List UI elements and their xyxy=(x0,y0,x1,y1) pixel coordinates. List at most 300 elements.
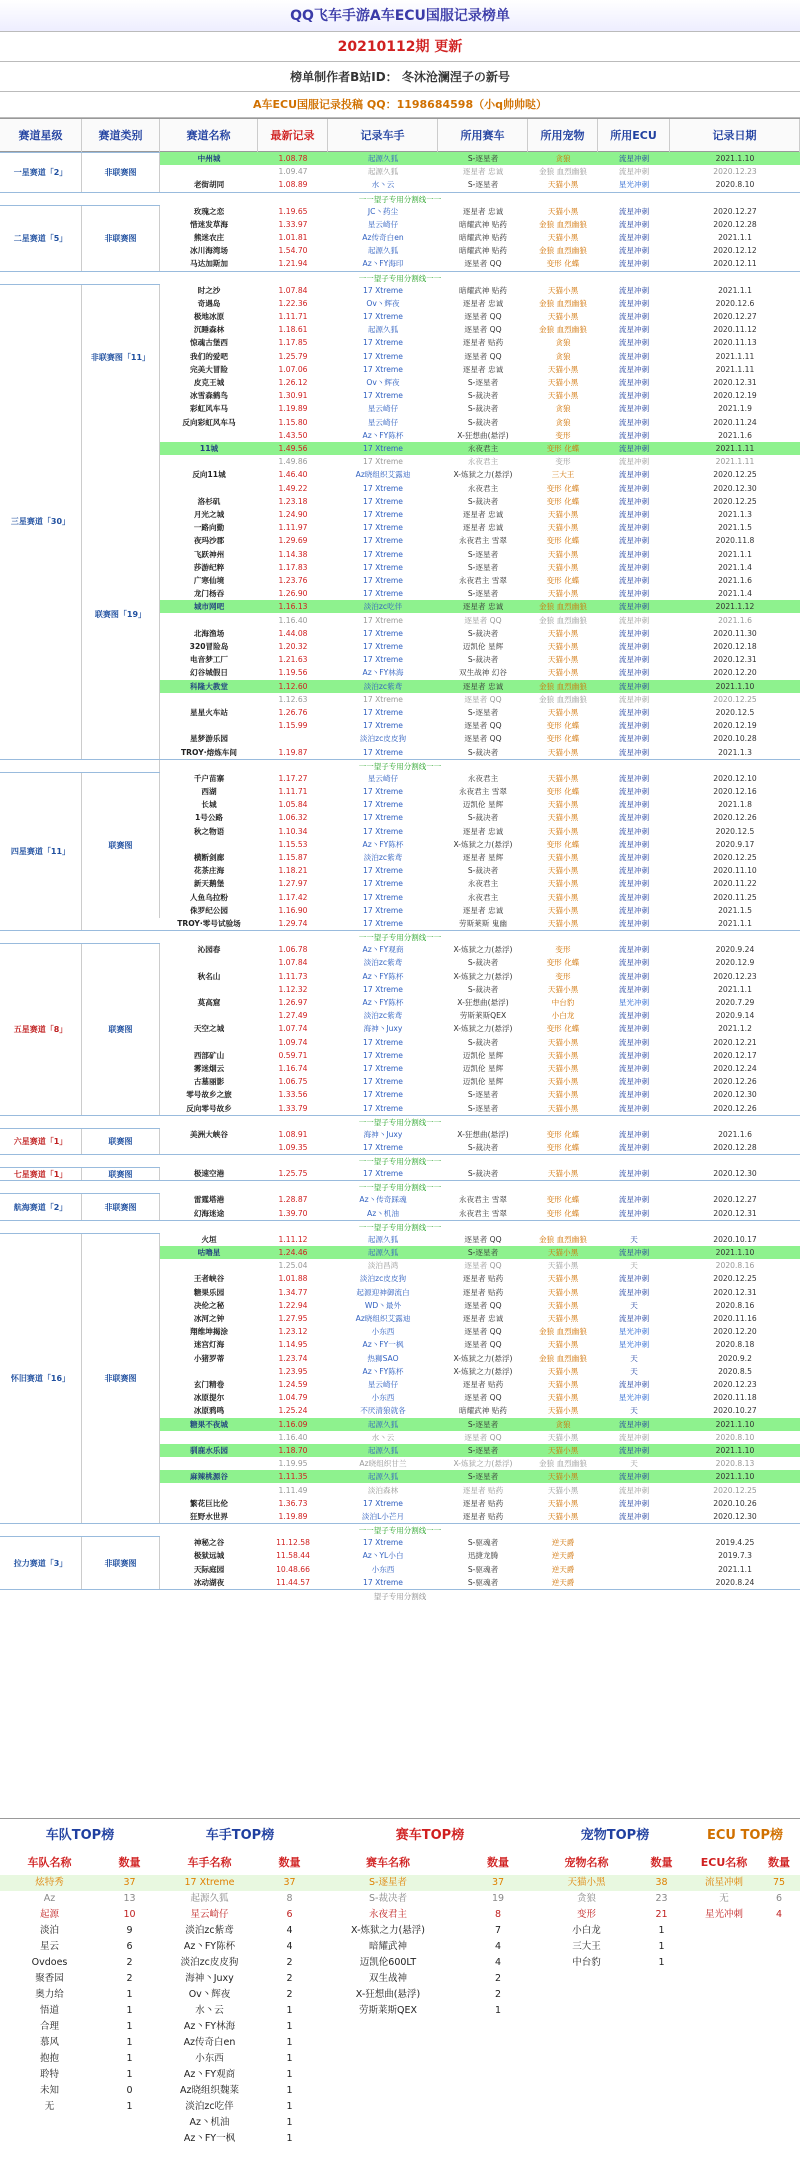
record-cell: 天际庭园 xyxy=(193,1564,225,1574)
record-cell: 流星冲刺 xyxy=(618,233,650,242)
record-cell: S-裁决者 xyxy=(467,417,499,427)
record-cell: 起源久狐 xyxy=(367,1234,399,1244)
record-cell: 反向11城 xyxy=(192,470,226,480)
record-cell: 中州城 xyxy=(197,154,221,163)
record-cell: 2020.12.25 xyxy=(713,853,757,862)
record-cell: 流星冲刺 xyxy=(618,826,650,836)
record-cell: 2021.1.6 xyxy=(718,615,752,625)
record-cell: 变形 化蝶 xyxy=(546,1195,580,1205)
record-cell: 1.08.89 xyxy=(278,180,308,190)
record-cell: 17 Xtreme xyxy=(363,351,403,361)
record-cell: 流星冲刺 xyxy=(618,404,650,414)
record-cell: 17 Xtreme xyxy=(363,615,403,625)
record-cell: 天猫小黑 xyxy=(547,1077,579,1087)
record-cell: 1.11.12 xyxy=(278,1234,308,1244)
record-cell: 长城 xyxy=(201,800,217,810)
record-cell: 变形 化蝶 xyxy=(546,958,580,968)
track-type: 非联赛图 xyxy=(82,1537,160,1590)
top-col-count: 数量 xyxy=(278,1856,301,1869)
record-cell: 17 Xtreme xyxy=(363,1037,403,1047)
top-item-name: 无 xyxy=(719,1893,729,1904)
record-cell: 流星冲刺 xyxy=(618,984,650,994)
track-type: 非联赛图 xyxy=(82,206,160,272)
top-item-count: 1 xyxy=(126,2037,133,2048)
record-cell: S-逐星者 xyxy=(467,562,499,572)
record-cell: 2020.12.26 xyxy=(713,813,757,823)
record-cell: 17 Xtreme xyxy=(363,444,403,453)
record-cell: S-逐星者 xyxy=(467,1446,499,1455)
record-cell: 逆天爵 xyxy=(551,1551,575,1561)
record-cell: 起源久狐 xyxy=(367,167,399,177)
top-item-count: 1 xyxy=(126,2053,133,2064)
top-item-count: 7 xyxy=(494,1925,502,1936)
record-cell: 起源久狐 xyxy=(367,1419,399,1429)
top-title: 宠物TOP榜 xyxy=(580,1828,650,1843)
record-cell: 天猫小黑 xyxy=(547,984,579,994)
record-cell: 流星冲刺 xyxy=(618,747,650,757)
record-cell: 流星冲刺 xyxy=(618,1024,650,1034)
record-cell: 17 Xtreme xyxy=(363,496,403,506)
record-cell: 2020.12.31 xyxy=(713,1287,757,1297)
contribute-info: A车ECU国服记录投稿 QQ：1198684598（小q帅帅哒） xyxy=(0,92,800,118)
column-header: 记录车手 xyxy=(328,119,438,153)
record-cell: 水丶云 xyxy=(371,180,395,190)
record-cell: 星云崎仔 xyxy=(367,219,399,229)
record-cell: 流星冲刺 xyxy=(618,1512,650,1521)
record-cell: S-裁决者 xyxy=(467,1037,499,1047)
record-cell: 2020.12.25 xyxy=(713,496,757,506)
record-cell: 2021.1.6 xyxy=(718,430,752,440)
record-cell: 1.24.59 xyxy=(278,1380,308,1389)
top-item-name: X-炼狱之力(悬浮) xyxy=(351,1925,425,1936)
record-cell: 2021.1.1 xyxy=(718,285,752,295)
record-cell: 起源久狐 xyxy=(367,1446,399,1455)
record-cell: 美洲大峡谷 xyxy=(190,1129,228,1139)
record-cell: 流星冲刺 xyxy=(618,364,650,374)
record-cell: 雷霆塔港 xyxy=(193,1195,225,1205)
top-item-name: 三大王 xyxy=(572,1941,601,1952)
record-cell: 1.16.13 xyxy=(278,602,308,612)
group-name: 航海赛道「2」 xyxy=(0,1194,82,1219)
record-cell: 17 Xtreme xyxy=(363,642,403,651)
record-cell: 1.27.97 xyxy=(278,879,308,889)
record-cell: 11.44.57 xyxy=(276,1577,310,1587)
record-cell: 天 xyxy=(630,1406,638,1416)
record-cell: 1.16.40 xyxy=(278,615,308,625)
track-group xyxy=(0,205,160,271)
record-cell: 金狼 血烈幽狼 xyxy=(539,325,587,335)
top-item-count: 0 xyxy=(126,2085,133,2096)
record-cell: 人鱼乌拉粉 xyxy=(190,892,228,902)
record-cell: X-炼狱之力(悬浮) xyxy=(453,1459,513,1469)
record-cell: 金狼 血烈幽狼 xyxy=(539,615,587,625)
record-cell: 逐星者 忠诚 xyxy=(462,167,504,177)
record-cell: 淡泊森林 xyxy=(367,1485,399,1495)
record-cell: 完美大冒险 xyxy=(190,364,228,374)
top-item-name: 星光冲刺 xyxy=(704,1909,743,1920)
record-cell: 17 Xtreme xyxy=(363,562,403,572)
record-cell: 17 Xtreme xyxy=(363,576,403,585)
record-cell: S-裁决者 xyxy=(467,628,499,638)
record-cell: 流星冲刺 xyxy=(618,312,650,321)
record-cell: WD丶最外 xyxy=(364,1300,402,1310)
record-cell xyxy=(160,838,258,851)
record-cell: 17 Xtreme xyxy=(363,1143,403,1152)
record-cell: 流星冲刺 xyxy=(618,1419,650,1429)
record-cell: 17 Xtreme xyxy=(363,866,403,876)
record-cell: 11.58.44 xyxy=(276,1551,310,1561)
record-cell: 流星冲刺 xyxy=(618,1195,650,1205)
record-cell: 逐星者 贴药 xyxy=(462,1380,504,1389)
record-cell: S-裁决者 xyxy=(467,404,499,414)
record-cell: 1.22.36 xyxy=(278,298,308,308)
record-cell: 1.07.84 xyxy=(278,958,308,968)
record-cell: 1.06.78 xyxy=(278,945,308,955)
record-cell: 1.01.88 xyxy=(278,1274,308,1284)
top-item-name: 星云 xyxy=(39,1941,59,1952)
track-group xyxy=(0,772,160,930)
top-item-count: 1 xyxy=(286,2133,293,2144)
record-cell: 狂野水世界 xyxy=(190,1512,228,1521)
record-board xyxy=(0,152,800,1818)
record-cell: 科隆大教堂 xyxy=(190,681,228,691)
record-cell: 星星火车站 xyxy=(190,708,228,717)
record-cell xyxy=(598,1549,670,1562)
top-item-count: 4 xyxy=(494,1941,502,1952)
separator-line: 一一望子专用分割线一一 xyxy=(0,192,800,205)
record-cell: 热狮SAO xyxy=(367,1353,399,1363)
record-cell: S-裁决者 xyxy=(467,866,499,876)
record-cell: 流星冲刺 xyxy=(618,628,650,638)
top-item-count: 6 xyxy=(775,1893,783,1904)
record-cell: 1.26.97 xyxy=(278,998,308,1007)
top-col-name: 车手名称 xyxy=(187,1856,232,1869)
record-cell: 2020.8.5 xyxy=(718,1366,752,1376)
track-type: 联赛图 xyxy=(82,773,160,918)
record-cell: 17 Xtreme xyxy=(363,919,403,928)
record-cell: 2020.9.24 xyxy=(715,945,755,955)
record-cell: 2020.11.22 xyxy=(713,879,757,889)
record-cell: 金狼 血烈幽狼 xyxy=(539,681,587,691)
record-cell: 天猫小黑 xyxy=(547,364,579,374)
record-cell: 2020.10.26 xyxy=(713,1498,757,1508)
record-cell: 17 Xtreme xyxy=(363,655,403,665)
record-cell: 天猫小黑 xyxy=(547,866,579,876)
record-cell: 0.59.71 xyxy=(278,1050,308,1060)
record-cell: 天猫小黑 xyxy=(547,1498,579,1508)
record-cell: 流星冲刺 xyxy=(618,1090,650,1100)
top-item-count: 37 xyxy=(456,1875,540,1891)
record-cell: Az丶FY一枫 xyxy=(362,1340,404,1350)
record-cell: 1.17.42 xyxy=(278,892,308,902)
record-cell: Az丶YL小白 xyxy=(362,1551,404,1561)
record-cell: 淡泊L小芒月 xyxy=(361,1512,405,1521)
record-cell: 天猫小黑 xyxy=(547,1446,579,1455)
record-cell: 天猫小黑 xyxy=(547,233,579,242)
record-cell: 海神丶Juxy xyxy=(363,1129,403,1139)
record-cell: 1.30.91 xyxy=(278,391,308,401)
record-cell: 2020.8.16 xyxy=(715,1261,755,1271)
track-type: 联赛图 xyxy=(82,1168,160,1181)
record-cell: 2021.1.11 xyxy=(715,457,755,467)
record-cell: 逐星者 QQ xyxy=(464,721,502,731)
record-cell: 逐星者 忠诚 xyxy=(462,206,504,216)
group-name: 拉力赛道「3」 xyxy=(0,1537,82,1589)
record-cell: 2020.12.6 xyxy=(715,298,755,308)
record-cell: Az晓组织艾露迪 xyxy=(355,470,411,480)
record-cell: 暗耀武神 贴药 xyxy=(459,219,507,229)
record-cell: 2020.12.19 xyxy=(713,391,757,401)
record-cell: 天 xyxy=(630,1353,638,1363)
record-cell: 天猫小黑 xyxy=(547,905,579,915)
top-item-name: Az丶FY陈杯 xyxy=(183,1941,236,1952)
record-cell: 小猪罗蒂 xyxy=(193,1353,225,1363)
record-cell: 惜迷发草海 xyxy=(190,219,228,229)
record-cell: 起源久狐 xyxy=(367,325,399,335)
record-cell: 麻辣桃源谷 xyxy=(190,1472,228,1482)
record-cell: 天猫小黑 xyxy=(547,1037,579,1047)
record-cell: 迈凯伦 星辉 xyxy=(462,1050,504,1060)
record-cell: 流星冲刺 xyxy=(618,945,650,955)
group-name: 三星赛道「30」 xyxy=(0,285,82,759)
record-cell: 贪狼 xyxy=(555,338,571,348)
record-cell: 淡泊zc吃伴 xyxy=(363,602,403,612)
record-cell: 双生战神 幻谷 xyxy=(459,668,507,678)
record-cell: 2021.1.10 xyxy=(715,1446,755,1455)
record-cell: 迈凯伦 星辉 xyxy=(462,1064,504,1073)
record-cell: 变形 化蝶 xyxy=(546,1129,580,1139)
record-cell: 电音梦工厂 xyxy=(190,655,228,665)
separator-line: 一一望子专用分割线一一 xyxy=(0,271,800,284)
record-cell: 天猫小黑 xyxy=(547,180,579,190)
record-cell: 贪狼 xyxy=(555,404,571,414)
top-item-count: 21 xyxy=(655,1909,668,1920)
top-title: ECU TOP榜 xyxy=(707,1828,783,1843)
top-item-count: 37 xyxy=(99,1875,160,1891)
record-cell: 17 Xtreme xyxy=(363,1577,403,1587)
record-cell: 冰原提尔 xyxy=(193,1393,225,1403)
record-cell: 逐星者 星辉 xyxy=(462,853,504,862)
record-cell: 皮克王城 xyxy=(193,378,225,387)
record-cell: 2021.1.11 xyxy=(715,351,755,361)
record-cell xyxy=(160,1009,258,1022)
record-cell: 流星冲刺 xyxy=(618,681,650,691)
record-cell xyxy=(160,482,258,495)
record-cell: 17 Xtreme xyxy=(363,285,403,295)
record-cell: 天猫小黑 xyxy=(547,642,579,651)
record-cell: 17 Xtreme xyxy=(363,549,403,559)
record-cell: 流星冲刺 xyxy=(618,655,650,665)
record-cell: 金狼 血烈幽狼 xyxy=(539,602,587,612)
record-cell: 永夜君主 xyxy=(467,773,499,783)
track-group xyxy=(0,152,160,192)
record-cell: 320冒险岛 xyxy=(189,642,229,651)
record-cell: 流星冲刺 xyxy=(618,246,650,256)
record-cell: 暗耀武神 贴药 xyxy=(459,1406,507,1416)
record-cell: 逐星者 QQ xyxy=(464,312,502,321)
record-cell: 雾迷烟云 xyxy=(193,1064,225,1073)
record-cell: 天猫小黑 xyxy=(547,1432,579,1442)
record-cell: 1.36.73 xyxy=(278,1498,308,1508)
record-cell: 17 Xtreme xyxy=(363,1103,403,1113)
record-cell: 逆天爵 xyxy=(551,1538,575,1548)
record-cell: 逐星者 QQ xyxy=(464,1300,502,1310)
record-cell: 1.16.90 xyxy=(278,905,308,915)
top-rankings xyxy=(0,1818,800,2158)
record-cell: 1.07.06 xyxy=(278,364,308,374)
group-name: 二星赛道「5」 xyxy=(0,206,82,271)
record-cell: 流星冲刺 xyxy=(618,1498,650,1508)
record-cell: 花茶庄海 xyxy=(193,866,225,876)
record-cell: 17 Xtreme xyxy=(363,523,403,533)
record-cell: 糖果不夜城 xyxy=(190,1419,228,1429)
record-cell: 2021.1.4 xyxy=(718,562,752,572)
record-cell: 变形 xyxy=(555,971,571,981)
record-cell: 决伦之秘 xyxy=(193,1300,225,1310)
record-cell: 逐星者 贴药 xyxy=(462,1274,504,1284)
record-cell: S-裁决者 xyxy=(467,655,499,665)
record-cell: 流星冲刺 xyxy=(618,800,650,810)
record-cell: 奇遇岛 xyxy=(197,298,221,308)
track-type: 非联赛图「11」 xyxy=(82,285,160,430)
record-cell: 2020.12.31 xyxy=(713,378,757,387)
top-col-name: ECU名称 xyxy=(700,1856,748,1869)
record-cell: 金狼 血烈幽狼 xyxy=(539,219,587,229)
record-cell: 2020.12.23 xyxy=(713,167,757,177)
page-title: QQ飞车手游A车ECU国服记录榜单 xyxy=(0,0,800,32)
record-cell: 2020.11.16 xyxy=(713,1314,757,1323)
record-cell: 17 Xtreme xyxy=(363,364,403,374)
record-cell: 天猫小黑 xyxy=(547,378,579,387)
record-cell: 1.28.87 xyxy=(278,1195,308,1205)
record-cell: 1.19.89 xyxy=(278,404,308,414)
track-group xyxy=(0,1167,160,1180)
group-name: 六星赛道「1」 xyxy=(0,1129,82,1154)
record-cell: 金狼 血烈幽狼 xyxy=(539,694,587,704)
record-cell: 冰河之钟 xyxy=(193,1314,225,1323)
record-cell: 反向零号故乡 xyxy=(186,1103,232,1113)
record-cell: 天猫小黑 xyxy=(547,589,579,599)
top-title: 赛车TOP榜 xyxy=(395,1828,465,1843)
record-cell: 1.07.74 xyxy=(278,1024,308,1034)
record-cell: 流星冲刺 xyxy=(618,1485,650,1495)
record-cell: 2021.1.6 xyxy=(718,576,752,585)
record-cell: 熊迷农庄 xyxy=(193,233,225,242)
record-cell: 2020.12.30 xyxy=(713,1169,757,1179)
record-cell: 流星冲刺 xyxy=(618,1446,650,1455)
top-item-name: 水丶云 xyxy=(195,2005,224,2016)
record-cell: S-裁决者 xyxy=(467,391,499,401)
record-cell: Az丶机油 xyxy=(367,1208,399,1218)
record-cell: 1.33.79 xyxy=(278,1103,308,1113)
record-cell: 流星冲刺 xyxy=(618,219,650,229)
record-cell: 1.16.09 xyxy=(278,1419,308,1429)
record-cell: 天猫小黑 xyxy=(547,1300,579,1310)
record-cell: 天猫小黑 xyxy=(547,1050,579,1060)
record-cell: 1.49.22 xyxy=(278,483,308,493)
record-cell: 2020.12.25 xyxy=(713,1485,757,1495)
record-cell: 2020.11.8 xyxy=(715,536,755,546)
record-cell: 星梦游乐园 xyxy=(190,734,228,744)
record-cell: 流星冲刺 xyxy=(618,562,650,572)
record-cell: 天猫小黑 xyxy=(547,1261,579,1271)
record-cell: 零号故乡之旅 xyxy=(186,1090,232,1100)
record-cell: 西部矿山 xyxy=(193,1050,225,1060)
track-type: 非联赛图 xyxy=(82,153,160,193)
record-cell: Az晓组织艾露迪 xyxy=(355,1314,411,1323)
record-cell: 17 Xtreme xyxy=(363,984,403,994)
record-cell: 贪狼 xyxy=(555,1419,571,1429)
track-type: 联赛图 xyxy=(82,944,160,1116)
record-cell: S-裁决者 xyxy=(467,1169,499,1179)
record-cell: 变形 化蝶 xyxy=(546,576,580,585)
top-item-name: 暗耀武神 xyxy=(368,1941,407,1952)
top-item-count: 1 xyxy=(126,2021,133,2032)
record-cell: 2020.12.20 xyxy=(713,668,757,678)
record-cell xyxy=(160,614,258,627)
top-item-name: Az丶FY观商 xyxy=(183,2069,236,2080)
record-cell: 17 Xtreme xyxy=(363,787,403,796)
record-cell: 天猫小黑 xyxy=(547,312,579,321)
record-cell: 逐星者 QQ xyxy=(464,1393,502,1403)
record-cell: 1.24.90 xyxy=(278,510,308,519)
record-cell: 17 Xtreme xyxy=(363,1064,403,1073)
record-cell: 西湖 xyxy=(201,787,217,796)
group-name: 一星赛道「2」 xyxy=(0,153,82,192)
record-cell: X-狂想曲(悬浮) xyxy=(457,1129,509,1139)
record-cell: 逐星者 QQ xyxy=(464,1327,502,1337)
record-cell: 马达加斯加 xyxy=(190,259,228,269)
record-cell: 1.11.73 xyxy=(278,971,308,981)
maker-info: 榜单制作者B站ID： 冬沐沧澜涅子の新号 xyxy=(0,62,800,92)
record-cell: 天 xyxy=(630,1300,638,1310)
top-item-name: Az xyxy=(43,1893,56,1904)
record-cell: 2020.12.25 xyxy=(713,694,757,704)
record-cell: 流星冲刺 xyxy=(618,1287,650,1297)
record-cell: 夜玛沙郡 xyxy=(193,536,225,546)
top-item-count: 8 xyxy=(286,1893,293,1904)
record-cell: 迅捷龙腾 xyxy=(467,1551,499,1561)
record-cell: 流星冲刺 xyxy=(618,839,650,849)
record-cell: 不厌清狼就各 xyxy=(360,1406,406,1416)
record-cell xyxy=(160,1457,258,1470)
record-cell: 流星冲刺 xyxy=(618,259,650,269)
record-cell: 秋之物语 xyxy=(193,826,225,836)
record-cell: 永夜君主 xyxy=(467,892,499,902)
record-cell: 1.17.83 xyxy=(278,562,308,572)
record-cell: 永夜君主 xyxy=(467,444,499,453)
record-cell: 流星冲刺 xyxy=(618,615,650,625)
record-cell: S-裁决者 xyxy=(467,496,499,506)
record-cell: 流星冲刺 xyxy=(618,391,650,401)
record-cell xyxy=(160,693,258,706)
record-cell: 逐星者 贴药 xyxy=(462,1498,504,1508)
record-cell: 流星冲刺 xyxy=(618,589,650,599)
record-cell: 2020.12.25 xyxy=(713,1274,757,1284)
record-cell: 流星冲刺 xyxy=(618,958,650,968)
record-cell: 变形 xyxy=(555,945,571,955)
record-cell: TROY·零号试验场 xyxy=(177,919,241,928)
record-cell: 天猫小黑 xyxy=(547,813,579,823)
top-title: 车手TOP榜 xyxy=(205,1828,275,1843)
record-cell xyxy=(160,719,258,732)
record-cell: 1.18.21 xyxy=(278,866,308,876)
record-cell: S-驱魂者 xyxy=(467,1577,499,1587)
top-item-name: Az丶FY一枫 xyxy=(183,2133,236,2144)
record-cell: 1.27.49 xyxy=(278,1011,308,1021)
record-cell: 迷宫灯海 xyxy=(193,1340,225,1350)
record-cell: 2020.12.16 xyxy=(713,787,757,796)
